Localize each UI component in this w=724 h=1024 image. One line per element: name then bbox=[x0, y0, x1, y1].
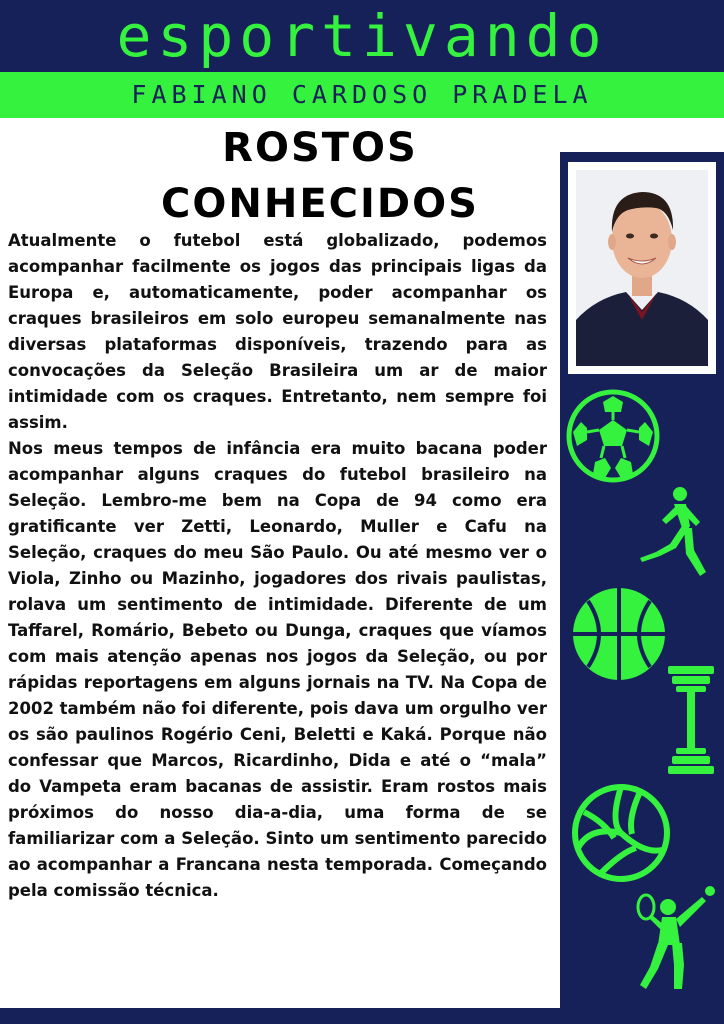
header-bar bbox=[0, 0, 724, 72]
tennis-player-icon bbox=[636, 885, 716, 995]
article-title bbox=[110, 120, 530, 232]
soccer-ball-icon bbox=[565, 388, 661, 484]
brand-title: esportivando bbox=[116, 2, 608, 70]
basketball-icon bbox=[570, 585, 668, 683]
paragraph-2: Nos meus tempos de infância era muito bacana poder acompanhar alguns craques do futebol brasileiro na Seleção. Lembro-me bem na Copa de 94 como era gratificante ver Zetti, Leonardo, Muller e Cafu na Seleção, craques do meu São Paulo. Ou até mesmo ver o Viola, Zinho ou Mazinho, jogadores dos rivais paulistas, rolava um sentimento de intimidade. Diferente de um Taffarel, Romário, Bebeto ou Dunga, craques que víamos com mais atenção apenas nos jogos da Seleção, ou por rápidas reportagens em alguns jornais na TV. Na Copa de 2002 também não foi diferente, pois dava um orgulho ver os são paulinos Rogério Ceni, Beletti e Kaká. Porque não confessar que Marcos, Ricardinho, Dida e até o “mala” do Vampeta eram bacanas de assistir. Eram rostos mais próximos do nosso dia-a-dia, uma forma de se familiarizar com a Seleção. Sinto um sentimento parecido ao acompanhar a Francana nesta temporada. Começando pela comissão técnica. bbox=[8, 439, 547, 900]
author-bar bbox=[0, 72, 724, 118]
title-line-1: ROSTOS bbox=[222, 125, 418, 171]
dumbbell-icon bbox=[666, 660, 716, 780]
author-photo bbox=[576, 170, 708, 366]
person-portrait-icon bbox=[576, 170, 708, 366]
runner-icon bbox=[636, 486, 712, 578]
author-name: FABIANO CARDOSO PRADELA bbox=[131, 80, 593, 109]
article-body bbox=[8, 228, 547, 904]
title-line-2: CONHECIDOS bbox=[161, 181, 479, 227]
paragraph-1: Atualmente o futebol está globalizado, podemos acompanhar facilmente os jogos das principais ligas da Europa e, automaticamente, poder acompanhar os craques brasileiros em solo europeu semanalmente nas diversas plataformas disponíveis, trazendo para as convocações da Seleção Brasileira um ar de maior intimidade com os craques. Entretanto, nem sempre foi assim. bbox=[8, 231, 547, 432]
footer-bar bbox=[0, 1008, 724, 1024]
volleyball-icon bbox=[570, 782, 672, 884]
